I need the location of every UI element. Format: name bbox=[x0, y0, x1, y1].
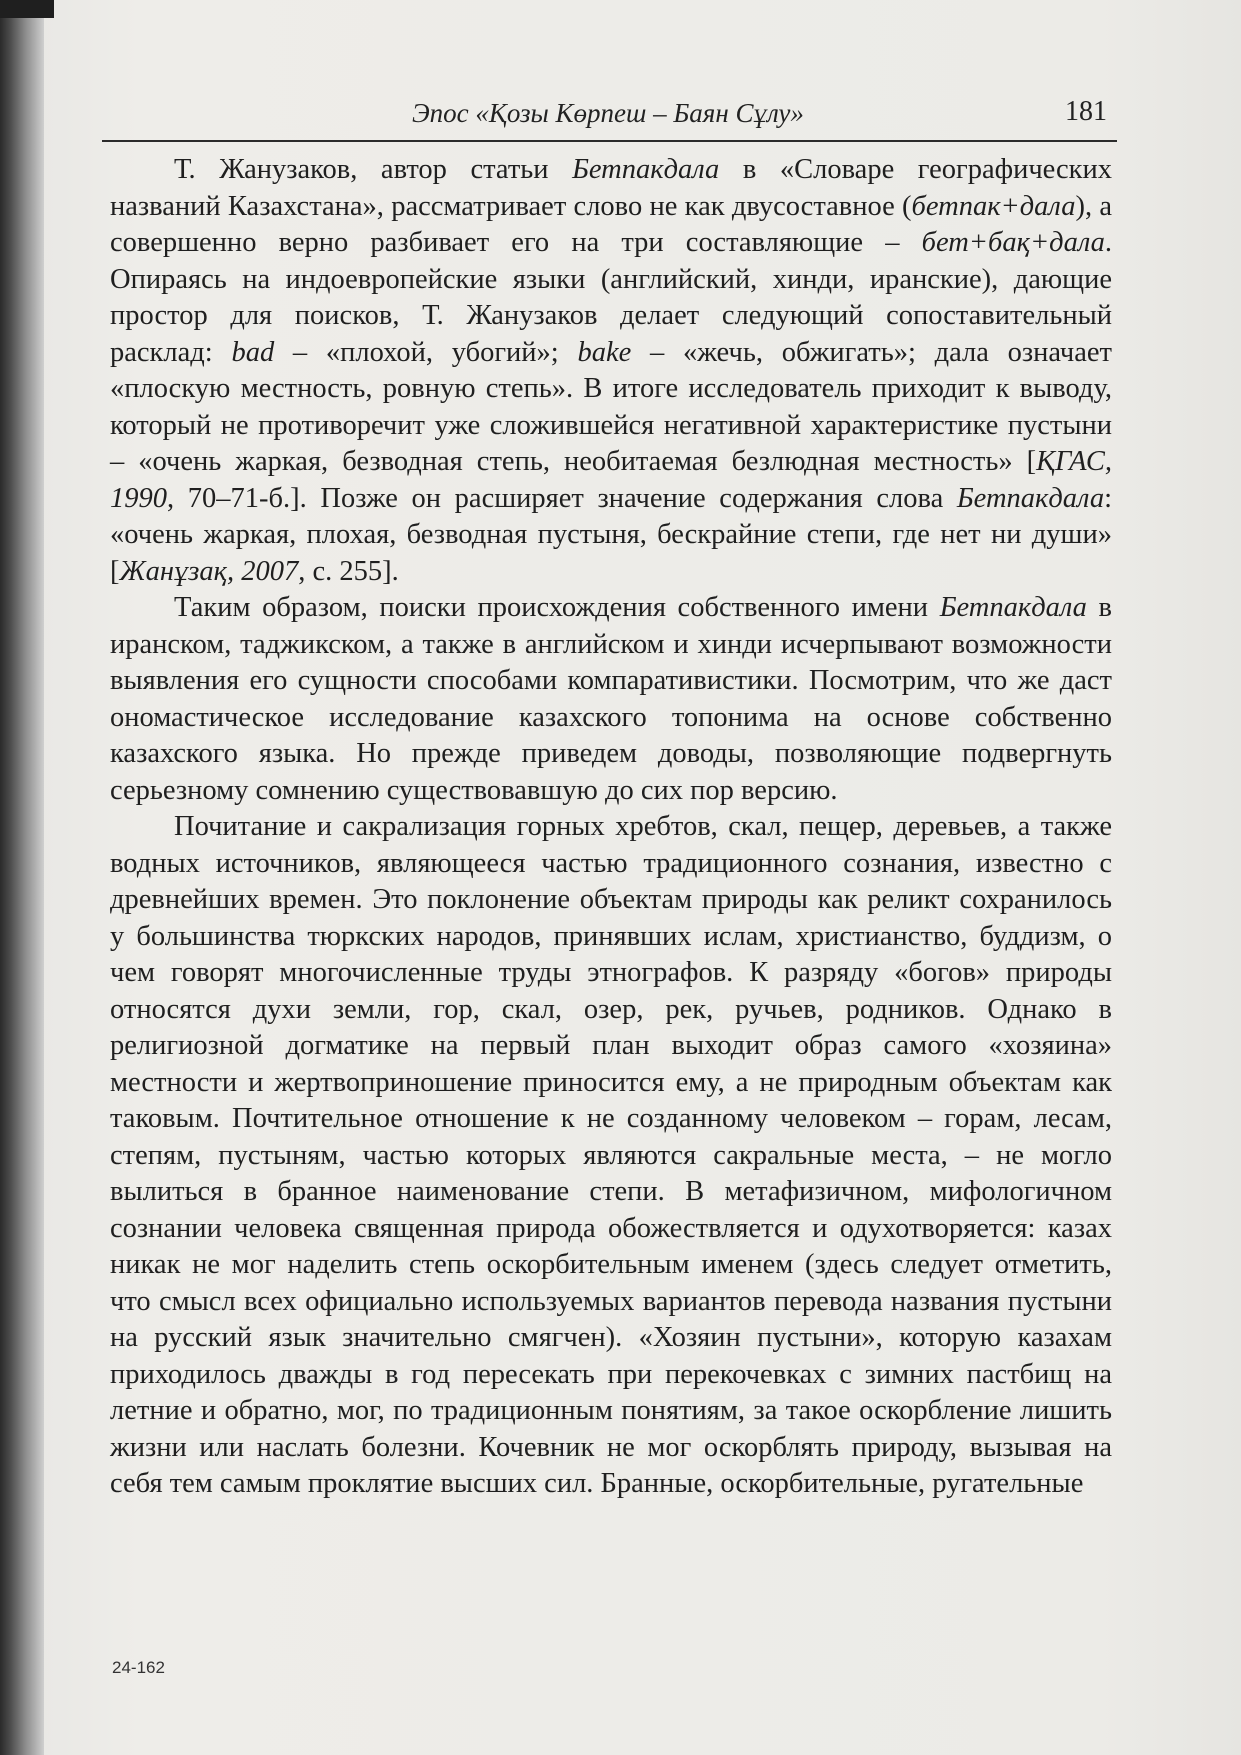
text-run: Таким образом, поиски происхождения собственного имени bbox=[174, 592, 940, 623]
text-run: , 70–71-б.]. Позже он расширяет значение содержания слова bbox=[167, 482, 957, 514]
paragraph-1 bbox=[110, 152, 1112, 590]
text-run: – «плохой, убогий»; bbox=[274, 336, 578, 368]
italic-term: Бетпакдала bbox=[939, 592, 1087, 623]
citation-reference: Жанұзақ, 2007 bbox=[119, 555, 299, 587]
italic-term: бет+бақ+дала bbox=[921, 227, 1105, 258]
text-run: Т. Жанузаков, автор статьи bbox=[174, 154, 573, 185]
text-run: – «жечь, обжигать»; дала означает «плоскую местность, ровную степь». В итоге исследователь приходит к выводу, который не противоречит уже сложившейся негативной характеристике пустыни – «очень жаркая, безводная степь, необитаемая безлюдная местность» [ bbox=[110, 336, 1113, 477]
italic-term: bad bbox=[231, 336, 275, 368]
body-text bbox=[110, 152, 1112, 1503]
italic-term: бетпак+дала bbox=[911, 190, 1076, 222]
book-spine-corner bbox=[0, 0, 54, 18]
text-run: Почитание и сакрализация горных хребтов, скал, пещер, деревьев, а также водных источников, являющееся частью традиционного сознания, известно с древнейших времен. Это поклонение объектам природы как реликт сохранилось у большинства тюркских народов, принявших ислам, христианство, буддизм, о чем говорят многочисленные труды этнографов. К разряду «богов» природы относятся духи земли, гор, скал, озер, рек, ручьев, родников. Однако в религиозной догматике на первый план выходит образ самого «хозяина» местности и жертвоприношение приносится ему, а не природным объектам как таковым. Почтительное отношение к не созданному человеком – горам, лесам, степям, пустыням, частью которых являются сакральные места, – не могло вылиться в бранное наименование степи. В метафизичном, мифологичном сознании человека священная природа обожествляется и одухотворяется: казах никак не мог наделить степь оскорбительным именем (здесь следует отметить, что смысл всех официально используемых вариантов перевода названия пустыни на русский язык значительно смягчен). «Хозяин пустыни», которую казахам приходилось дважды в год пересекать при перекочевках с зимних пастбищ на летние и обратно, мог, по традиционным понятиям, за такое оскорбление лишить жизни или наслать болезни. Кочевник не мог оскорблять природу, вызывая на себя тем самым проклятие высших сил. Бранные, оскорбительные, ругательные bbox=[110, 811, 1112, 1499]
text-run: ), а совершенно верно разбивает его на три составляющие – bbox=[110, 190, 1113, 258]
text-run: в иранском, таджикском, а также в английском и хинди исчерпывают возможности выявления его сущности способами компаративистики. Посмотрим, что же даст ономастическое исследование казахского топонима на основе собственно казахского языка. Но прежде приведем доводы, позволяющие подвергнуть серьезному сомнению существовавшую до сих пор версию. bbox=[110, 592, 1112, 806]
running-title: Эпос «Қозы Көрпеш – Баян Сұлу» bbox=[412, 98, 804, 128]
text-run: . Опираясь на индоевропейские языки (английский, хинди, иранские), дающие простор для поисков, Т. Жанузаков делает следующий сопоставительный расклад: bbox=[110, 227, 1112, 368]
printer-signature-code: 24-162 bbox=[112, 1658, 165, 1677]
paragraph-2 bbox=[110, 590, 1112, 809]
italic-term: Бетпакдала bbox=[572, 154, 720, 185]
page-number: 181 bbox=[1065, 96, 1107, 127]
text-run: , с. 255]. bbox=[298, 555, 399, 587]
paragraph-3 bbox=[110, 809, 1112, 1503]
italic-term: bake bbox=[577, 336, 632, 368]
citation-reference: ҚГАС, 1990 bbox=[110, 446, 1112, 514]
book-spine-shadow bbox=[0, 0, 44, 1755]
text-run: в «Словаре географических названий Казахстана», рассматривает слово не как двусоставное ( bbox=[110, 154, 1113, 222]
running-header bbox=[102, 92, 1117, 142]
italic-term: Бетпакдала bbox=[956, 482, 1105, 514]
text-run: : «очень жаркая, плохая, безводная пустыня, бескрайние степи, где нет ни души» [ bbox=[110, 482, 1112, 587]
